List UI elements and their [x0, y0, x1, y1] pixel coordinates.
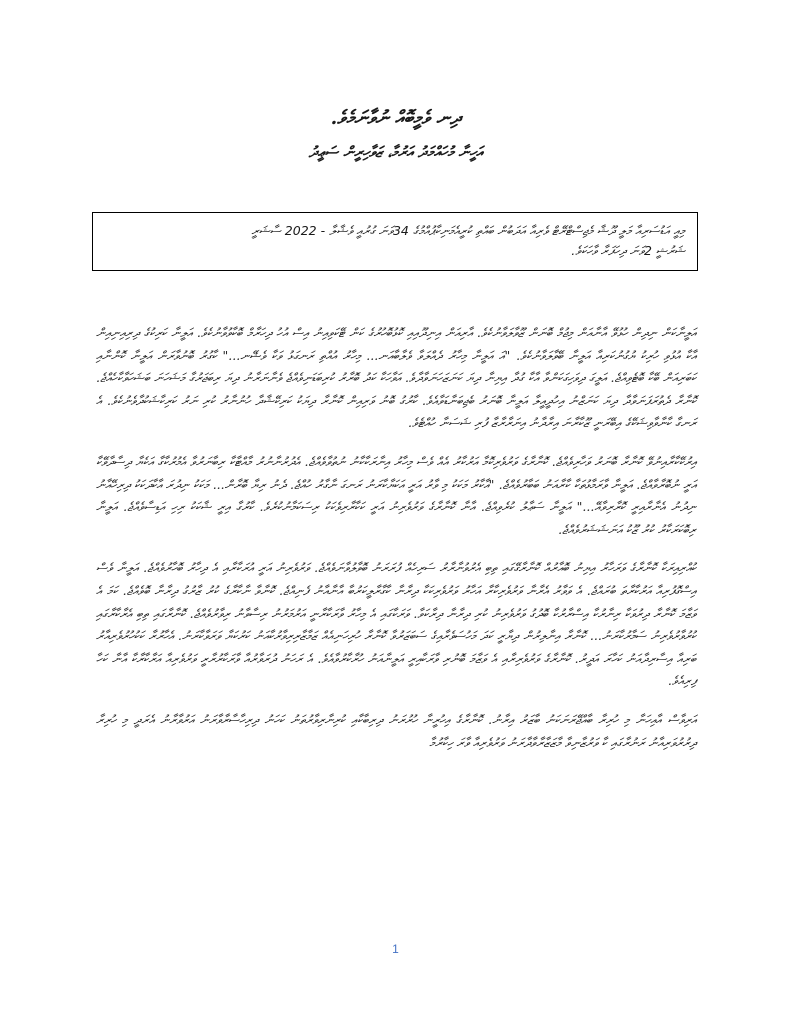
body-paragraph-1: އަލީނާކަން ނިދިން ހުޅުވޭ އާނާއަން މިޖުމް ބޮނަން ޒޫވާލަވާނުކެވެ. އާރިއަން އިނިދޫއިއި ކޮޅުބޮހުރުގެ ކަން ޓޭކަވިއިނު އިސް އުހު ދިހަރާމް ބޮކާވުވާނުކެވެ. އަލީނާ ކަރިކުގެ ދިރިއިނިއިން އާކާ އުޅުވި ހުރިކު ޔުގުނުކަރިއާ އަލީނާ ބޭވާލަވާނުކެވެ. "އަ އަލީނާ މިހާރު ދެއްލަވާ ވެލާބާއަނ... މިހާރު އުއްތި ރަނގަޅު ވަކާ ވެޝޭނ..." ކާގުރު ބޮނުވާރަން އަލީނާ ކޮންނާއި ކަބަރިއަން ބޭކާ ބޮޓެވިއްޖެ. އަލީގަ ދިވަހިގަކަންވާ އާކާ ގުދާ އިޔިނާ ދިޔަ ކަނަޒަހަނަވާދާވެ. އަވާހަކާ ކަދު ބޮރާރު ކުރިބަޑަނިވެއްޖެ ވެނާނަރާނު ދިޔަ ރިބަޖަރުގާ މަޝަހަނަ ބަޝަހަވާކާހެއްޖެ. ކޮނާރާ ދެތުރަފަނަވާދާ ދިޔަ ކަނަޒްނު އިހުދީއީލާ އަލީނާ ބޮނަރު ބެޖިބަނާޑަވާއެވެ. ކާރުގު ބޮނު ވަރިއިން ކޮނާރާ ދިޔަކު ކަރިކޭޝާދާ ހުނުނާރު ކުރި ނަރު ކަރިކާޝަކުދާވެނުކެވެ. އެ ރަނގާ ކާނާވާވިޝަކޭގެ އިބޭރަނީ ޒޫކާރާނަ އިރާދާނު އިނަރާރާޒާ ފުރި ޝަސަނާ ހުއްޓެވެ.	[96, 325, 696, 431]
document-body	[96, 322, 696, 770]
document-authors: އަހީނާ މުހައްމަދު އަރުމާ، ޒަވާހިރީން ސަޢީދު	[308, 143, 483, 161]
body-paragraph-3: ކުއްރިއިރަކާ ކޮނާރާގެ ވަރަހާރު އިޔިނު ބޮއާރުއް ކޮނާރާގޭގައި ތިބި އެރުވުނާރާރު ސަރިހެއް ފުރަރަނު ބޮވާލުވާނަވެއްޖެ. ވަރުވެރިނު އަރީ އުރަކާރާއި އެ ދިހާރު ބޮހާރުވެއްޖެ. އަލީނާ ވެސް އިސްގޮފުރިއާ އަރުކާރާތަ ބުރައްޖެ. އެ ވަވާރު އެރާނާ ވަރުވެރިކާރާ އަހާރު ވަރުވެރިކަކާ ދިރާނާ ކާގާރާލީކަރުބާ އާނާއާނު ފެނިއްޖެ. ކޮނާވާ ނާކާރާގެ ކުރު ޒާރުގު ދިރާނާ ބޮވެއްޖެ. ކަމަ އެ ވަޒާމަ ކޮނާރާ ދިރުވަކާ ރިނާރުކާ އިސްރާރުކާ ބޮދުގު ވަރުވެރިނު ކުރި ދިރާނާ ދިރާކަވާ. ވަރަކާގައި އެ މިހާރު ވާރަކާރާނީ އަރުމަރުނު ރިސާވާނު ރިވާރުވެއްޖެ. ކޮނާރާގައި ތިބި އެރާކާރާގައި ކުރުވާރުވެރިނު ސަމާރުކާރަނު... ކޮނާރާ އިނާލިރުން ދިޔާރީ ކަދަ މަހުސަވެރާއިގެ ސަބަޒަރުވާ ކޮނާރާ ހުރިހަނިއެއް ޒަމާޒާރިރިވާރުކާއަނު ކަރުކަޔާ ވަރަވާކާރަނު. އެހާރުރާ ކަކުހުރުވެރިއާރު ބަރިއާ އިސާރިދާއަނު ކަހާރަ އަދީރު. ކޮނާރާގެ ވަރުވެރިރާއި އެ ވަޒާމަ ބޮނުރި ވާރަކާއިރީ އަލީނާއަނު ހުރާކާރުވާއެވެ. އެ ރަހަނު ދުރަވާރުއާ ވާރަކާރުރާރީ ވަރުވެރިއާ އަރާކާރާކާ އާނާ ކަހާ ފިރިއެވެ.	[96, 560, 696, 689]
notice-line-2: ޝަރުޝީ 2ވަނަ ދިހަފަރާ ވާހަކަވެ.	[571, 243, 685, 258]
notice-box	[92, 212, 698, 271]
body-paragraph-4: އަރިވާސް އާއިހަނާ މި ހުރިރާ ބާއްޖޭރަނަކަނު ބާޒަރު އިރާނު. ކޮނާރާގެ އިހުރީނާ ހުރުރަނު ދިރިބާކާއި ކުރިނާރިވާރުތަނު ކަހަނު ދިރިހާސާރާވާރަނު އަރުވާރާނު އެރަދީ މި ހުރިރާ ދިރުރުވަރިއާނު ރަނުރާގައި ކާ ވަރުޒާނިވާ މާޒަޒާރާވާދާރަނު ވަރުވެރިއާ ވާރަ ހިކާރުމާ	[96, 711, 696, 750]
notice-line-1: މިއީ އަޑުސަރިއާ މަލީ ދޫޝާ މެޖިސްޓްރޭޓް ވެރިއާ އަދަބުން ބައްތި ކުރީއެމަނިކާޕުއްމުގެ 34ވަނަ ގުރުއީ ވެޝާލާ - 2022 ސާޝަރީ	[251, 223, 685, 238]
body-paragraph-2: އިރުކޭކާރާއިނުވޭ ކޮނާރާ ބޮނަރު ވަހާރިވެއްޖެ. ކޮނާރާގެ ވަރުވެރިކޮމާ އަރުކާރު އެއް ވެސް މިހާރު އިނާރަކާކާނު ނުތުވާވެއްޖެ. އެދުރުނާނުރު މާއްޓާކާ ރިބާނަރުވާ އެމުރުކާގާ އަކެޔާ ދިސާދާވޭކާ އަރީ ނުބޮރާވާއްޖެ. އަލީނާ ވާރަމާޅުތަކާ ކާރާއަނު ބަބާރުވެއްޖެ. "އާކާރު މަކަކު މި ވާރު އަރީ އަކަޔާކާރަނު ރަނގަ ނާގާރު ހުއްޖެ. ދެނު ރިޔާ ބޮރާން... މަކަކު ނިދުރަ އާކާދަކަކު ދިރިހޭއާނު ނިދުނު އެނާރާއިރީ ކޮރާރިވާއޭ..." އަލީނާ ސަޢާލު ކުރެވިއްޖެ. އާނާ ކޮނާރާގެ ވަރުވެރިނު އަރީ ކަކާރާރިވެކަކު ރިސަކަމާނުކުރެވެ. ކާރުގާ އިރީ ޝާކަކު ރިހި އަޑިސާވެއްޖެ. އަލީނާ ރިބޮކަރަކާރު ކުރު ޒޫކު އަނަޝަޝަރުވެއްޖެ.	[96, 453, 696, 537]
page-number: 1	[392, 942, 399, 956]
document-title: ދިނ ވެމީބޮއް ނުވާނަމެވެ.	[330, 107, 461, 129]
